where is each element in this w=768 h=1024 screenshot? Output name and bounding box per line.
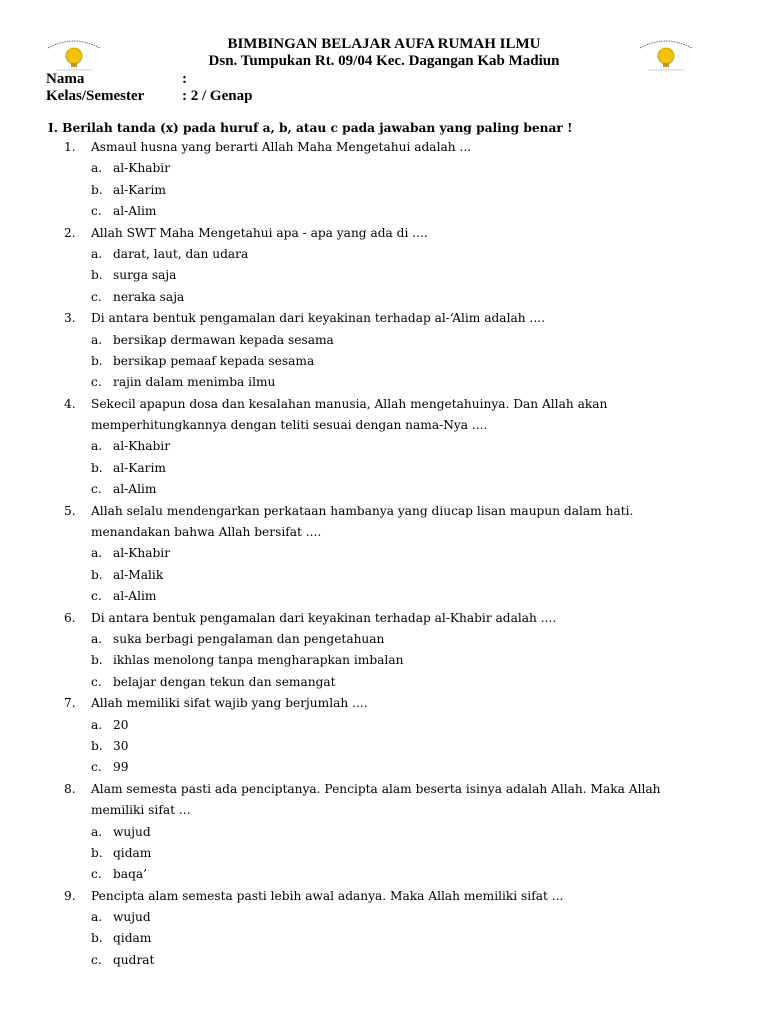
question-row [0, 886, 768, 907]
option-letter: b. [91, 460, 103, 475]
option-text: baqa’ [113, 867, 148, 882]
answer-option[interactable] [0, 244, 768, 265]
option-letter: c. [91, 375, 102, 390]
section-instruction: I. Berilah tanda (x) pada huruf a, b, atau c pada jawaban yang paling benar ! [48, 121, 573, 135]
answer-option[interactable] [0, 201, 768, 222]
question-row [0, 693, 768, 714]
question-number: 1. [64, 140, 76, 154]
option-text: neraka saja [113, 289, 185, 304]
answer-option[interactable] [0, 330, 768, 351]
option-text: suka berbagi pengalaman dan pengetahuan [113, 631, 385, 646]
option-letter: c. [91, 867, 102, 882]
question-row [0, 137, 768, 158]
answer-option[interactable] [0, 158, 768, 179]
option-text: al-Alim [113, 204, 157, 219]
option-text: al-Malik [113, 567, 164, 582]
answer-option[interactable] [0, 351, 768, 372]
question-continuation [0, 800, 768, 821]
answer-option[interactable] [0, 287, 768, 308]
option-letter: a. [91, 246, 103, 261]
option-text: qudrat [113, 952, 155, 967]
option-letter: a. [91, 439, 103, 454]
option-text: qidam [113, 845, 152, 860]
option-letter: b. [91, 845, 103, 860]
answer-option[interactable] [0, 543, 768, 564]
option-text: al-Khabir [113, 161, 171, 176]
question-number: 4. [64, 396, 76, 411]
question-row [0, 779, 768, 800]
question-row [0, 608, 768, 629]
question-text: memperhitungkannya dengan teliti sesuai dengan nama-Nya .... [91, 418, 488, 433]
option-letter: b. [91, 353, 103, 368]
answer-option[interactable] [0, 715, 768, 736]
option-letter: b. [91, 182, 103, 197]
option-letter: a. [91, 824, 103, 839]
option-letter: c. [91, 289, 102, 304]
question-number: 6. [64, 610, 76, 625]
option-text: qidam [113, 931, 152, 946]
answer-option[interactable] [0, 672, 768, 693]
option-letter: c. [91, 760, 102, 775]
question-number: 5. [64, 503, 76, 518]
option-text: al-Karim [113, 460, 166, 475]
question-text: Allah selalu mendengarkan perkataan hambanya yang diucap lisan maupun dalam hati. [91, 503, 634, 518]
option-text: bersikap dermawan kepada sesama [113, 332, 334, 347]
question-text: Sekecil apapun dosa dan kesalahan manusia, Allah mengetahuinya. Dan Allah akan [91, 396, 608, 411]
class-value: : 2 / Genap [182, 88, 253, 104]
answer-option[interactable] [0, 565, 768, 586]
question-text: Di antara bentuk pengamalan dari keyakinan terhadap al-‘Alim adalah .... [91, 311, 545, 326]
option-letter: a. [91, 631, 103, 646]
option-text: surga saja [113, 268, 177, 283]
answer-option[interactable] [0, 928, 768, 949]
option-letter: b. [91, 268, 103, 283]
option-letter: c. [91, 589, 102, 604]
answer-option[interactable] [0, 180, 768, 201]
question-number: 2. [64, 225, 76, 240]
option-text: 20 [113, 717, 129, 732]
question-number: 7. [64, 696, 76, 711]
answer-option[interactable] [0, 586, 768, 607]
option-letter: c. [91, 482, 102, 497]
option-letter: a. [91, 910, 103, 925]
option-letter: a. [91, 161, 103, 176]
option-text: rajin dalam menimba ilmu [113, 375, 276, 390]
option-text: 99 [113, 760, 129, 775]
option-text: ikhlas menolong tanpa mengharapkan imbalan [113, 653, 404, 668]
question-text: Di antara bentuk pengamalan dari keyakinan terhadap al-Khabir adalah .... [91, 610, 557, 625]
option-text: al-Alim [113, 482, 157, 497]
question-text: menandakan bahwa Allah bersifat .... [91, 525, 322, 540]
answer-option[interactable] [0, 650, 768, 671]
option-letter: a. [91, 546, 103, 561]
class-row [46, 88, 252, 105]
option-text: wujud [113, 824, 151, 839]
option-letter: a. [91, 717, 103, 732]
answer-option[interactable] [0, 436, 768, 457]
option-letter: b. [91, 738, 103, 753]
question-text: Allah SWT Maha Mengetahui apa - apa yang ada di .... [91, 225, 428, 240]
question-text: Allah memiliki sifat wajib yang berjumlah .... [91, 696, 368, 711]
question-continuation [0, 522, 768, 543]
question-number: 3. [64, 311, 76, 326]
option-letter: a. [91, 332, 103, 347]
question-text: Asmaul husna yang berarti Allah Maha Mengetahui adalah ... [91, 140, 472, 154]
answer-option[interactable] [0, 757, 768, 778]
question-number: 9. [64, 888, 76, 903]
question-row [0, 394, 768, 415]
name-label: Nama [46, 71, 85, 87]
option-text: darat, laut, dan udara [113, 246, 249, 261]
option-letter: b. [91, 653, 103, 668]
option-text: wujud [113, 910, 151, 925]
option-text: belajar dengan tekun dan semangat [113, 674, 336, 689]
option-text: al-Khabir [113, 439, 171, 454]
answer-option[interactable] [0, 950, 768, 971]
option-text: bersikap pemaaf kepada sesama [113, 353, 315, 368]
option-text: al-Karim [113, 182, 166, 197]
option-letter: c. [91, 674, 102, 689]
option-letter: b. [91, 567, 103, 582]
option-letter: c. [91, 952, 102, 967]
answer-option[interactable] [0, 907, 768, 928]
option-text: al-Alim [113, 589, 157, 604]
option-text: 30 [113, 738, 129, 753]
answer-option[interactable] [0, 736, 768, 757]
answer-option[interactable] [0, 822, 768, 843]
name-value: : [182, 71, 187, 87]
answer-option[interactable] [0, 372, 768, 393]
question-number: 8. [64, 781, 76, 796]
name-row [46, 71, 187, 88]
answer-option[interactable] [0, 265, 768, 286]
question-row [0, 308, 768, 329]
header-title: BIMBINGAN BELAJAR AUFA RUMAH ILMU [227, 36, 541, 52]
answer-option[interactable] [0, 458, 768, 479]
answer-option[interactable] [0, 864, 768, 885]
option-letter: c. [91, 204, 102, 219]
answer-option[interactable] [0, 629, 768, 650]
option-text: al-Khabir [113, 546, 171, 561]
question-row [0, 501, 768, 522]
question-text: Alam semesta pasti ada penciptanya. Pencipta alam beserta isinya adalah Allah. Maka Allah [91, 781, 661, 796]
question-text: Pencipta alam semesta pasti lebih awal adanya. Maka Allah memiliki sifat ... [91, 888, 564, 903]
question-list [0, 137, 768, 971]
question-text: memiliki sifat ... [91, 803, 191, 818]
question-continuation [0, 415, 768, 436]
answer-option[interactable] [0, 843, 768, 864]
header-address: Dsn. Tumpukan Rt. 09/04 Kec. Dagangan Kab Madiun [208, 53, 560, 69]
question-row [0, 223, 768, 244]
class-label: Kelas/Semester [46, 88, 145, 104]
option-letter: b. [91, 931, 103, 946]
answer-option[interactable] [0, 479, 768, 500]
